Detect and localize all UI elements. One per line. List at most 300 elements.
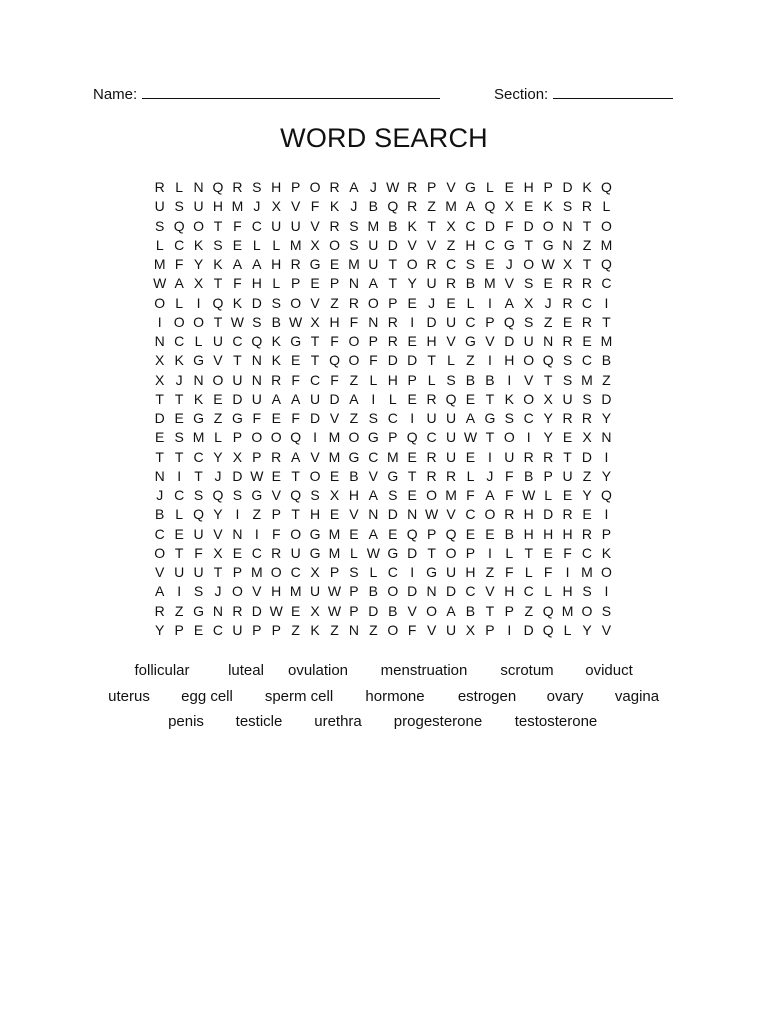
grid-letter: Q <box>542 352 554 369</box>
grid-letter: K <box>193 390 204 407</box>
grid-letter: E <box>562 313 573 330</box>
grid-letter: A <box>290 390 301 407</box>
grid-letter: V <box>446 179 456 196</box>
grid-letter: R <box>581 410 593 427</box>
grid-letter: Q <box>212 179 224 196</box>
grid-letter: Q <box>173 217 185 234</box>
grid-letter: T <box>582 217 592 234</box>
grid-letter: E <box>562 429 573 446</box>
grid-letter: B <box>388 602 398 619</box>
word-bank-row <box>0 688 768 714</box>
grid-letter: M <box>600 236 613 253</box>
grid-letter: E <box>543 275 553 292</box>
grid-letter: E <box>407 390 417 407</box>
grid-letter: V <box>252 583 262 600</box>
word-bank <box>0 662 768 739</box>
grid-letter: T <box>155 448 164 465</box>
grid-letter: H <box>562 583 573 600</box>
grid-letter: C <box>465 583 476 600</box>
grid-letter: Q <box>600 256 612 273</box>
grid-letter: R <box>271 544 282 561</box>
grid-letter: U <box>212 333 224 350</box>
grid-letter: B <box>524 467 534 484</box>
grid-letter: O <box>348 352 360 369</box>
grid-letter: L <box>194 333 203 350</box>
grid-letter: L <box>466 294 475 311</box>
grid-letter: S <box>232 487 243 504</box>
grid-letter: R <box>271 371 282 388</box>
grid-letter: E <box>504 179 514 196</box>
grid-letter: O <box>154 294 166 311</box>
grid-letter: Q <box>251 333 263 350</box>
grid-letter: Z <box>582 467 592 484</box>
grid-letter: X <box>310 236 320 253</box>
grid-letter: O <box>600 564 612 581</box>
grid-letter: C <box>251 217 262 234</box>
grid-letter: D <box>445 583 457 600</box>
grid-letter: H <box>543 525 554 542</box>
grid-letter: V <box>426 236 437 253</box>
grid-letter: Q <box>212 294 224 311</box>
grid-letter: Y <box>601 410 612 427</box>
grid-letter: V <box>426 621 437 638</box>
grid-letter: I <box>604 294 609 311</box>
grid-letter: Z <box>252 506 262 523</box>
grid-letter: W <box>327 583 342 600</box>
grid-letter: L <box>272 275 281 292</box>
grid-letter: E <box>465 525 476 542</box>
word-bank-item: testosterone <box>514 713 598 730</box>
grid-letter: T <box>427 544 436 561</box>
grid-letter: U <box>445 621 457 638</box>
grid-letter: S <box>582 390 592 407</box>
word-bank-item: uterus <box>108 687 150 705</box>
grid-letter: E <box>174 410 184 427</box>
grid-letter: P <box>349 583 359 600</box>
grid-letter: J <box>175 371 183 388</box>
grid-letter: T <box>233 352 242 369</box>
grid-letter: X <box>465 621 476 638</box>
grid-letter: X <box>524 294 534 311</box>
grid-letter: R <box>271 448 282 465</box>
grid-letter: I <box>604 448 609 465</box>
grid-letter: E <box>407 487 417 504</box>
grid-letter: V <box>485 333 495 350</box>
grid-letter: G <box>348 448 360 465</box>
grid-letter: A <box>271 390 281 407</box>
grid-letter: X <box>446 217 456 234</box>
grid-letter: R <box>562 333 573 350</box>
grid-letter: A <box>446 602 456 619</box>
grid-letter: C <box>368 448 379 465</box>
grid-letter: K <box>310 621 320 638</box>
grid-letter: V <box>213 352 223 369</box>
grid-letter: V <box>310 448 320 465</box>
grid-letter: U <box>445 448 457 465</box>
grid-letter: Y <box>601 467 612 484</box>
grid-letter: E <box>290 602 301 619</box>
grid-letter: U <box>426 410 437 427</box>
grid-letter: P <box>232 564 243 581</box>
grid-letter: J <box>214 467 222 484</box>
grid-letter: F <box>349 313 359 330</box>
grid-letter: I <box>410 410 415 427</box>
grid-letter: E <box>524 198 534 215</box>
grid-letter: L <box>602 198 611 215</box>
grid-letter: P <box>232 429 243 446</box>
grid-letter: P <box>174 621 184 638</box>
grid-letter: S <box>174 429 184 446</box>
grid-letter: M <box>445 487 457 504</box>
grid-letter: D <box>504 333 515 350</box>
grid-letter: D <box>329 390 340 407</box>
word-bank-item: hormone <box>365 687 425 705</box>
grid-letter: H <box>562 525 573 542</box>
grid-row <box>150 582 616 601</box>
grid-letter: S <box>252 179 262 196</box>
grid-letter: O <box>387 621 399 638</box>
grid-letter: U <box>193 564 204 581</box>
grid-letter: A <box>349 179 359 196</box>
grid-letter: S <box>155 217 165 234</box>
grid-letter: B <box>368 583 379 600</box>
grid-letter: N <box>368 313 379 330</box>
grid-letter: D <box>484 217 495 234</box>
grid-row <box>150 332 616 351</box>
grid-letter: D <box>581 448 593 465</box>
grid-letter: R <box>581 313 593 330</box>
grid-letter: O <box>270 564 282 581</box>
grid-letter: K <box>601 544 612 561</box>
grid-letter: L <box>447 352 455 369</box>
grid-letter: N <box>426 583 437 600</box>
grid-letter: O <box>542 217 554 234</box>
grid-letter: V <box>504 275 514 292</box>
grid-letter: K <box>174 352 184 369</box>
grid-letter: V <box>524 371 534 388</box>
grid-row <box>150 467 616 486</box>
grid-letter: U <box>368 256 379 273</box>
grid-letter: H <box>271 583 282 600</box>
grid-letter: Q <box>542 621 554 638</box>
grid-letter: O <box>270 429 282 446</box>
grid-letter: R <box>562 410 573 427</box>
grid-row <box>150 448 616 467</box>
grid-letter: W <box>522 487 536 504</box>
grid-letter: F <box>505 487 514 504</box>
grid-letter: P <box>407 371 417 388</box>
grid-letter: G <box>503 236 515 253</box>
grid-letter: X <box>310 564 320 581</box>
grid-letter: W <box>230 313 244 330</box>
grid-letter: E <box>407 333 417 350</box>
grid-letter: S <box>562 352 573 369</box>
grid-letter: Z <box>291 621 300 638</box>
grid-letter: E <box>213 390 223 407</box>
grid-letter: R <box>348 294 359 311</box>
grid-letter: Y <box>213 448 223 465</box>
grid-letter: O <box>309 179 321 196</box>
grid-letter: P <box>290 275 301 292</box>
grid-letter: C <box>193 448 204 465</box>
grid-letter: A <box>174 275 184 292</box>
grid-row <box>150 602 616 621</box>
grid-letter: U <box>154 198 165 215</box>
grid-letter: F <box>271 525 281 542</box>
grid-letter: A <box>504 294 514 311</box>
grid-row <box>150 505 616 524</box>
grid-letter: Q <box>290 487 302 504</box>
grid-letter: G <box>309 525 321 542</box>
grid-letter: J <box>505 256 513 273</box>
grid-row <box>150 621 616 640</box>
grid-letter: N <box>154 467 165 484</box>
grid-letter: D <box>387 506 398 523</box>
grid-letter: U <box>290 544 301 561</box>
grid-letter: U <box>271 217 282 234</box>
grid-row <box>150 236 616 255</box>
grid-letter: L <box>544 487 553 504</box>
grid-letter: S <box>193 583 204 600</box>
grid-letter: O <box>503 429 515 446</box>
grid-letter: C <box>601 275 612 292</box>
grid-letter: W <box>425 506 439 523</box>
grid-letter: L <box>175 506 184 523</box>
grid-letter: R <box>581 525 593 542</box>
grid-letter: E <box>155 429 165 446</box>
grid-letter: O <box>154 544 166 561</box>
grid-letter: U <box>523 333 534 350</box>
grid-letter: O <box>329 236 340 253</box>
grid-letter: Y <box>193 256 204 273</box>
grid-letter: S <box>310 487 320 504</box>
grid-letter: M <box>386 448 399 465</box>
grid-letter: R <box>562 275 573 292</box>
grid-letter: G <box>367 429 379 446</box>
grid-letter: X <box>193 275 204 292</box>
grid-letter: L <box>466 467 475 484</box>
grid-letter: I <box>196 294 201 311</box>
grid-letter: E <box>349 525 359 542</box>
grid-letter: K <box>232 294 243 311</box>
grid-letter: T <box>388 275 398 292</box>
grid-letter: R <box>581 275 593 292</box>
grid-letter: Q <box>406 429 418 446</box>
grid-letter: R <box>426 467 437 484</box>
grid-letter: Q <box>600 179 612 196</box>
grid-letter: Z <box>485 564 495 581</box>
grid-letter: F <box>369 352 378 369</box>
grid-letter: I <box>565 564 570 581</box>
grid-letter: T <box>524 544 533 561</box>
grid-letter: J <box>156 487 164 504</box>
grid-letter: A <box>232 256 243 273</box>
grid-letter: O <box>173 313 185 330</box>
grid-letter: A <box>465 410 476 427</box>
grid-letter: L <box>544 583 553 600</box>
grid-letter: P <box>388 429 398 446</box>
grid-letter: S <box>252 313 262 330</box>
grid-letter: O <box>445 544 457 561</box>
grid-letter: O <box>309 467 321 484</box>
grid-letter: B <box>465 371 476 388</box>
grid-letter: V <box>407 236 417 253</box>
grid-letter: I <box>410 564 415 581</box>
grid-row <box>150 197 616 216</box>
grid-letter: O <box>426 602 438 619</box>
grid-letter: X <box>310 602 320 619</box>
grid-letter: N <box>193 179 204 196</box>
grid-letter: N <box>562 217 573 234</box>
grid-letter: I <box>487 352 492 369</box>
grid-letter: H <box>310 506 321 523</box>
grid-letter: G <box>193 410 204 427</box>
grid-letter: Z <box>349 410 359 427</box>
name-label: Name: <box>93 86 138 103</box>
grid-letter: M <box>581 371 593 388</box>
grid-letter: G <box>309 256 321 273</box>
grid-letter: T <box>485 429 495 446</box>
grid-letter: Z <box>349 371 359 388</box>
grid-letter: L <box>175 294 184 311</box>
grid-letter: C <box>251 544 262 561</box>
grid-letter: V <box>310 217 320 234</box>
grid-letter: U <box>445 313 457 330</box>
grid-letter: F <box>291 371 300 388</box>
grid-letter: H <box>504 352 515 369</box>
grid-letter: F <box>505 217 514 234</box>
grid-letter: R <box>562 294 573 311</box>
grid-letter: R <box>232 179 243 196</box>
grid-letter: Y <box>213 506 223 523</box>
grid-letter: J <box>428 294 436 311</box>
grid-letter: Q <box>329 352 340 369</box>
grid-letter: K <box>504 390 514 407</box>
grid-letter: O <box>600 217 612 234</box>
grid-letter: R <box>232 602 243 619</box>
grid-letter: Q <box>445 525 457 542</box>
grid-letter: E <box>543 544 553 561</box>
grid-letter: Z <box>524 602 533 619</box>
grid-letter: T <box>194 467 203 484</box>
grid-letter: S <box>562 198 573 215</box>
grid-letter: Z <box>213 410 223 427</box>
grid-letter: A <box>155 583 165 600</box>
grid-letter: K <box>193 236 204 253</box>
grid-letter: D <box>251 294 262 311</box>
grid-letter: O <box>290 525 302 542</box>
grid-letter: I <box>177 583 182 600</box>
grid-letter: P <box>388 294 398 311</box>
grid-letter: Z <box>174 602 184 619</box>
grid-letter: R <box>387 313 398 330</box>
grid-letter: V <box>310 294 320 311</box>
grid-letter: L <box>563 621 572 638</box>
grid-letter: T <box>174 544 184 561</box>
grid-letter: W <box>541 256 555 273</box>
grid-letter: E <box>232 544 243 561</box>
grid-letter: G <box>387 544 399 561</box>
grid-row <box>150 525 616 544</box>
grid-letter: P <box>252 448 262 465</box>
grid-letter: U <box>232 621 243 638</box>
grid-letter: O <box>581 602 593 619</box>
grid-letter: R <box>445 275 457 292</box>
grid-letter: C <box>174 333 185 350</box>
grid-letter: O <box>290 294 302 311</box>
grid-letter: W <box>366 544 380 561</box>
grid-letter: U <box>193 525 204 542</box>
grid-letter: F <box>233 275 242 292</box>
grid-letter: X <box>562 256 573 273</box>
grid-letter: L <box>485 179 494 196</box>
grid-letter: A <box>349 390 359 407</box>
grid-letter: A <box>465 198 476 215</box>
grid-letter: E <box>329 256 340 273</box>
grid-letter: A <box>368 275 379 292</box>
grid-letter: O <box>426 487 438 504</box>
grid-letter: O <box>387 583 399 600</box>
grid-letter: U <box>290 217 301 234</box>
grid-letter: B <box>485 371 495 388</box>
grid-letter: C <box>581 294 593 311</box>
grid-letter: F <box>291 410 300 427</box>
grid-letter: T <box>310 333 320 350</box>
word-bank-item: luteal <box>228 662 264 679</box>
grid-letter: Q <box>193 506 204 523</box>
grid-letter: P <box>368 333 379 350</box>
grid-letter: U <box>193 198 204 215</box>
grid-letter: S <box>465 256 476 273</box>
grid-letter: O <box>231 583 243 600</box>
grid-letter: S <box>349 564 359 581</box>
grid-letter: N <box>543 333 554 350</box>
grid-letter: C <box>154 525 165 542</box>
grid-letter: U <box>445 410 457 427</box>
grid-letter: T <box>427 217 436 234</box>
grid-letter: P <box>271 621 281 638</box>
grid-letter: S <box>524 313 534 330</box>
grid-letter: D <box>407 583 418 600</box>
grid-letter: L <box>427 371 436 388</box>
grid-letter: R <box>329 217 340 234</box>
grid-letter: O <box>348 429 360 446</box>
word-bank-item: estrogen <box>457 687 517 705</box>
name-blank-line <box>142 86 440 99</box>
grid-letter: U <box>251 390 262 407</box>
grid-row <box>150 351 616 370</box>
grid-letter: Z <box>330 294 339 311</box>
grid-letter: R <box>290 256 301 273</box>
grid-letter: S <box>562 371 573 388</box>
grid-letter: B <box>388 217 398 234</box>
grid-letter: D <box>251 602 262 619</box>
grid-letter: T <box>563 448 572 465</box>
grid-letter: S <box>193 487 204 504</box>
grid-letter: P <box>485 313 495 330</box>
grid-letter: N <box>232 525 243 542</box>
grid-letter: M <box>581 564 593 581</box>
grid-letter: S <box>349 236 359 253</box>
grid-letter: G <box>484 410 496 427</box>
grid-letter: R <box>329 179 340 196</box>
grid-letter: W <box>463 429 478 446</box>
grid-letter: D <box>387 352 398 369</box>
grid-letter: B <box>349 467 359 484</box>
word-bank-item: menstruation <box>380 662 468 679</box>
grid-letter: A <box>368 525 379 542</box>
grid-letter: C <box>465 217 476 234</box>
